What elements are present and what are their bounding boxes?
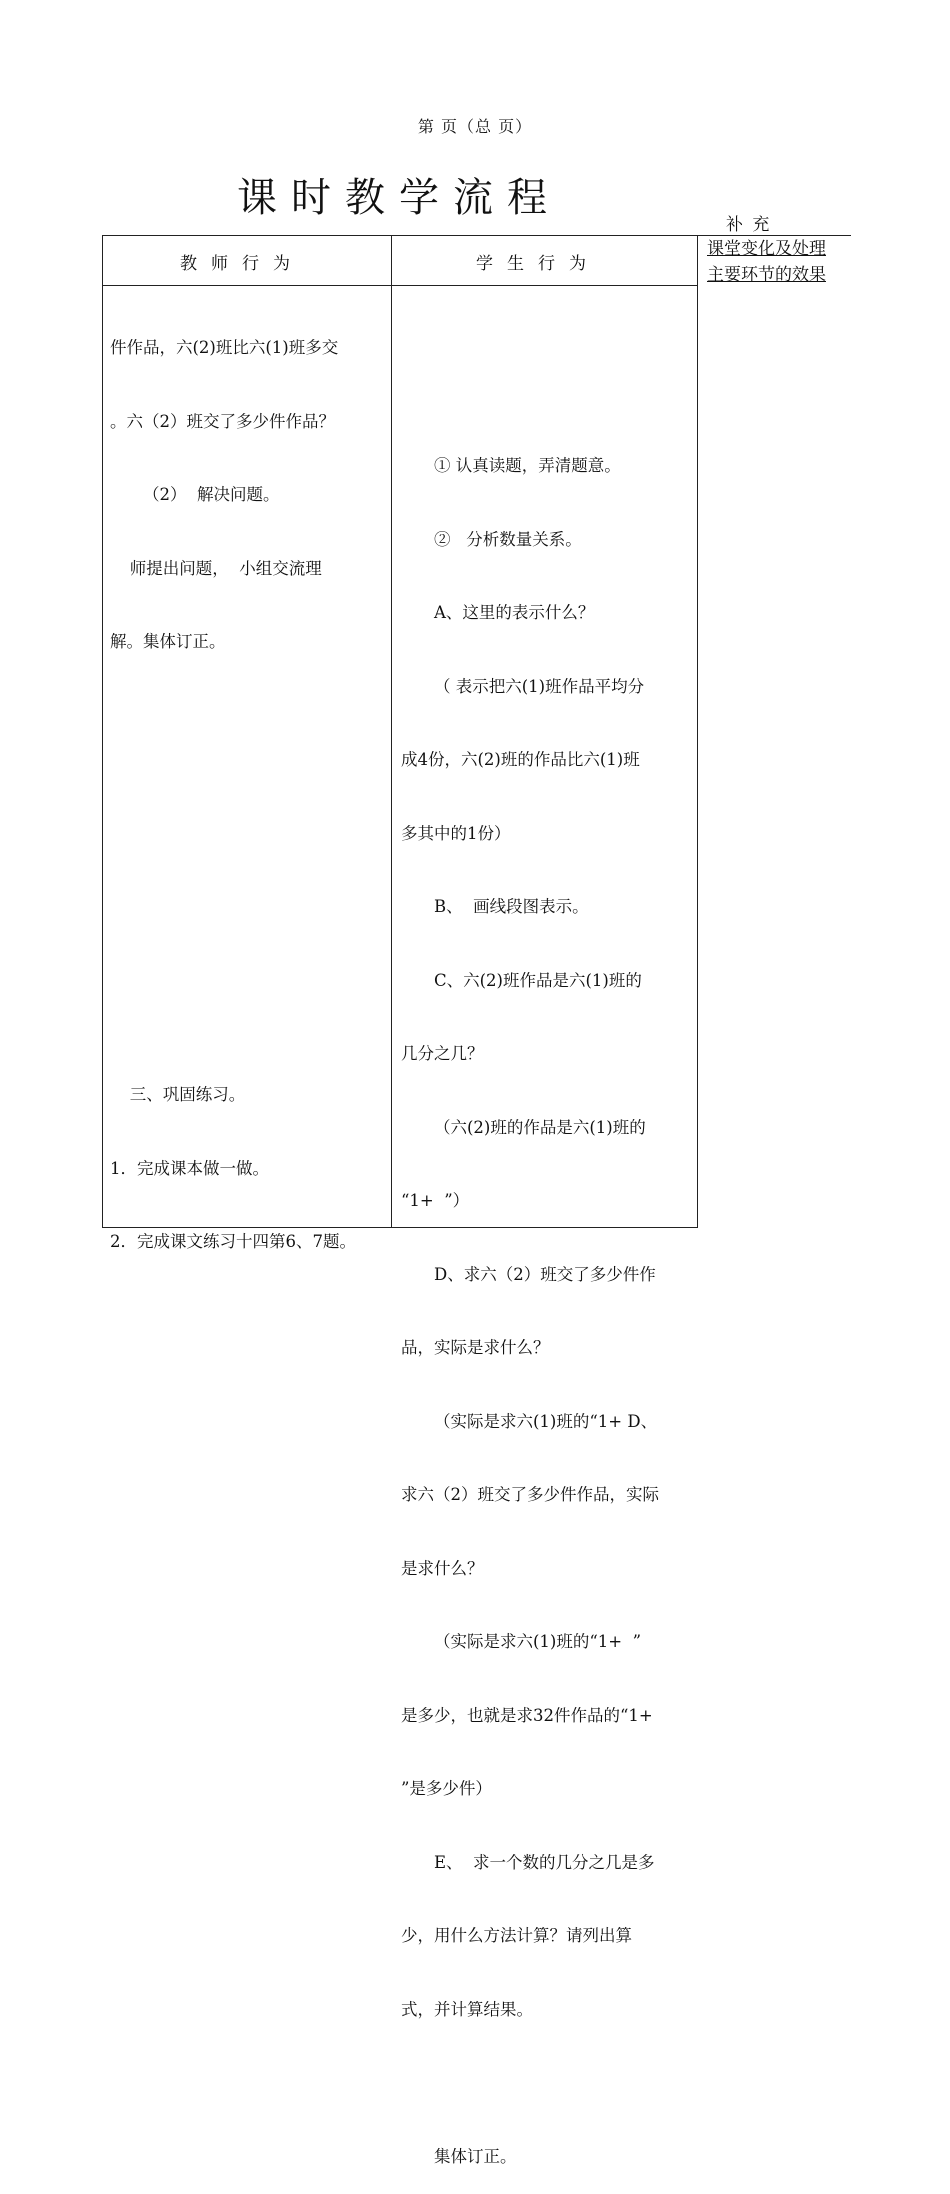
- teacher-line: （2） 解决问题。: [143, 485, 280, 504]
- student-line: ② 分析数量关系。: [434, 529, 582, 549]
- supplement-column-title-line-2: 主要环节的效果: [707, 265, 826, 285]
- student-line: ① 认真读题，弄清题意。: [434, 456, 621, 475]
- student-column-header: 学生行为: [476, 254, 600, 274]
- student-line: 品，实际是求什么？: [401, 1338, 550, 1357]
- student-line: E、 求一个数的几分之几是多: [434, 1852, 655, 1872]
- table-right-border: [697, 235, 698, 1228]
- student-line: （实际是求六(1)班的“1+ ”: [434, 1632, 642, 1651]
- table-header-divider: [102, 285, 697, 286]
- student-line: （实际是求六(1)班的“1+ D、: [434, 1411, 658, 1431]
- teacher-line: 1．完成课本做一做。: [110, 1158, 269, 1178]
- page-title: 课时教学流程: [237, 175, 561, 221]
- teacher-line: 三、巩固练习。: [129, 1085, 246, 1104]
- supplement-column-title-line-1: 课堂变化及处理: [707, 239, 826, 259]
- teacher-line: 。六（2）班交了多少件作品？: [110, 411, 335, 431]
- table-top-border: [102, 235, 851, 236]
- student-line: 少，用什么方法计算？请列出算: [401, 1926, 632, 1945]
- student-line: C、六(2)班作品是六(1)班的: [434, 970, 642, 990]
- student-line: 式，并计算结果。: [401, 1999, 533, 2019]
- student-line: A、这里的表示什么？: [434, 603, 595, 622]
- student-behavior-text: [401, 405, 693, 2194]
- student-line: B、 画线段图表示。: [434, 897, 589, 916]
- student-line: 几分之几？: [401, 1044, 484, 1063]
- student-line: 是求什么？: [401, 1558, 484, 1578]
- supplement-label: 补 充: [726, 215, 772, 235]
- student-line: ”是多少件）: [401, 1779, 492, 1798]
- teacher-line: 件作品，六(2)班比六(1)班多交: [110, 338, 339, 357]
- teacher-line: 解。集体订正。: [110, 632, 226, 651]
- student-line: 多其中的1份）: [401, 823, 511, 843]
- student-line: 求六（2）班交了多少件作品，实际: [401, 1485, 659, 1504]
- student-line: 集体订正。: [434, 2146, 517, 2166]
- student-line: （六(2)班的作品是六(1)班的: [434, 1117, 646, 1137]
- teacher-line: 2．完成课文练习十四第6、7题。: [110, 1232, 356, 1251]
- student-line: （ 表示把六(1)班作品平均分: [434, 676, 645, 696]
- student-line: 成4份，六(2)班的作品比六(1)班: [401, 750, 640, 769]
- student-line: 是多少，也就是求32件作品的“1+: [401, 1705, 653, 1725]
- teacher-behavior-text: [110, 287, 388, 679]
- page-number: 第 页（总 页）: [417, 117, 533, 136]
- table-left-border: [102, 235, 103, 1228]
- teacher-column-header: 教师行为: [180, 254, 304, 274]
- teacher-practice-text: [110, 1034, 392, 1279]
- teacher-line: 师提出问题， 小组交流理: [129, 558, 322, 578]
- student-line: “1+ ”）: [401, 1191, 470, 1210]
- student-line: D、求六（2）班交了多少件作: [434, 1264, 656, 1284]
- student-line-blank: [401, 2071, 693, 2096]
